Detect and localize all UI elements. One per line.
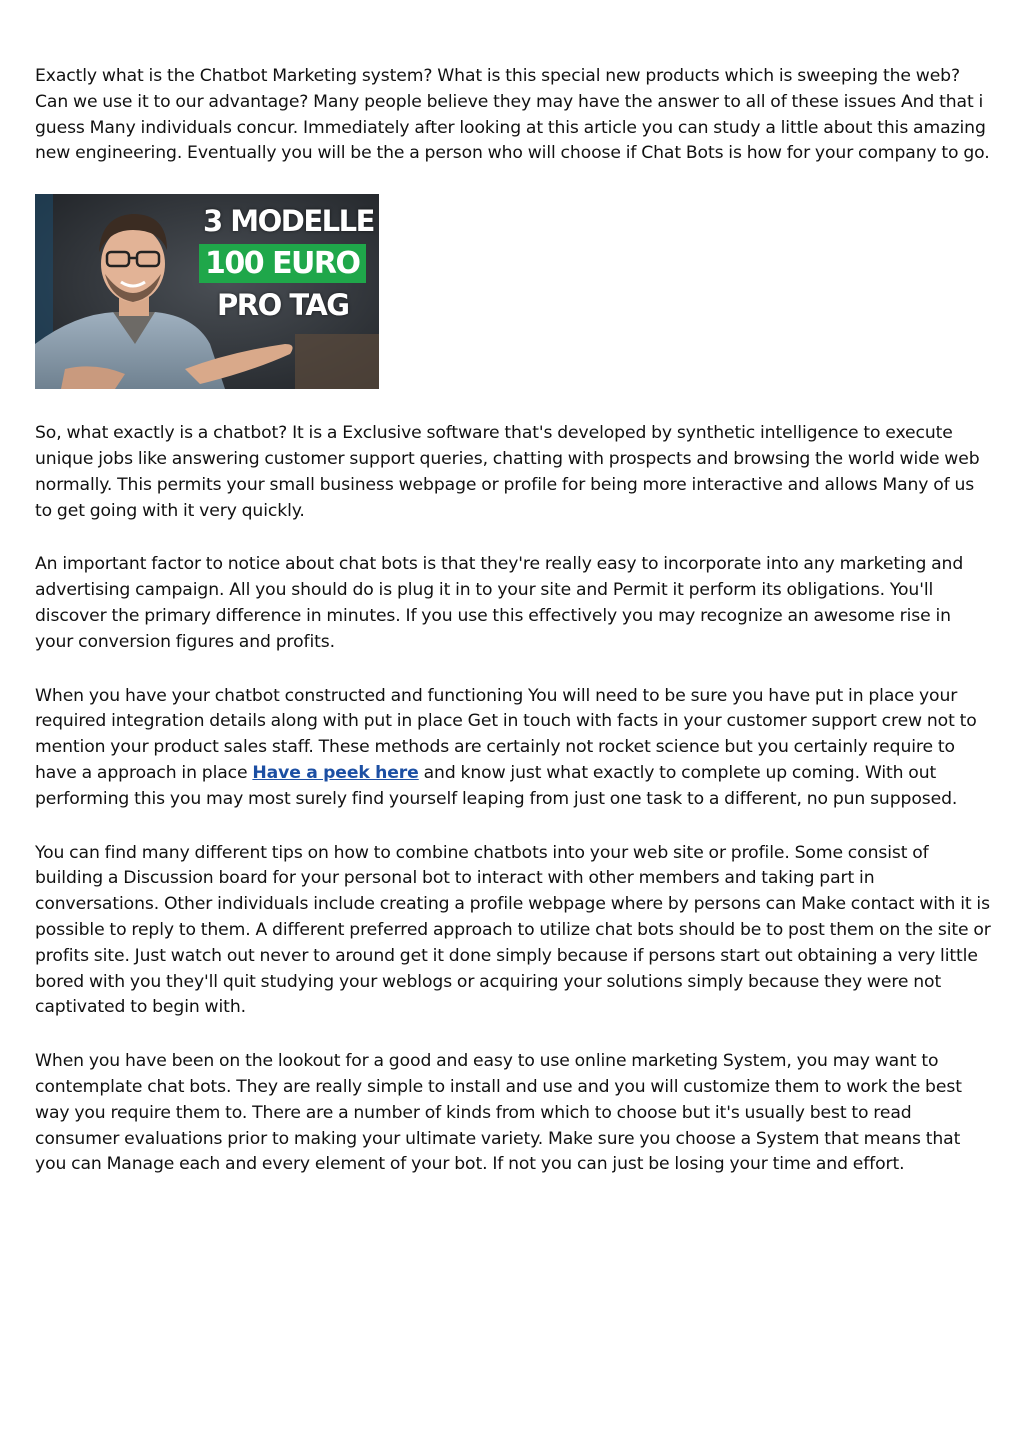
thumbnail-title-line1: 3 MODELLE bbox=[203, 204, 374, 239]
paragraph-6: When you have been on the lookout for a good and easy to use online marketing System, you may want to contemplate chat bots. They are really simple to install and use and you will customize them to work the best way you require them to. There are a number of kinds from which to choose but it's usually best to read consumer evaluations prior to making your ultimate variety. Make sure you choose a System that means that you can Manage each and every element of your bot. If not you can just be losing your time and effort. bbox=[35, 1051, 962, 1175]
article bbox=[35, 64, 993, 1178]
intro-paragraph: Exactly what is the Chatbot Marketing system? What is this special new products which is sweeping the web? Can we use it to our advantage? Many people believe they may have the answer to all of these issues And that i guess Many individuals concur. Immediately after looking at this article you can study a little about this amazing new engineering. Eventually you will be the a person who will choose if Chat Bots is how for your company to go. bbox=[35, 66, 990, 164]
paragraph-5: You can find many different tips on how to combine chatbots into your web site or profile. Some consist of building a Discussion board for your personal bot to interact with other members and taking part in conversations. Other individuals include creating a profile webpage where by persons can Make contact with it is possible to reply to them. A different preferred approach to utilize chat bots should be to post them on the site or profits site. Just watch out never to around get it done simply because if persons start out obtaining a very little bored with you they'll quit studying your weblogs or acquiring your solutions simply because they were not captivated to begin with. bbox=[35, 842, 991, 1018]
have-a-peek-link[interactable]: Have a peek here bbox=[252, 762, 419, 783]
paragraph-4-before: When you have your chatbot constructed and functioning You will need to be sure you have put in place your required integration details along with put in place Get in touch with facts in your customer support crew not to mention your product sales staff. These methods are certainly not rocket science but you certainly require to have a approach in place bbox=[35, 685, 977, 783]
paragraph-4 bbox=[35, 684, 993, 813]
paragraph-2: So, what exactly is a chatbot? It is a Exclusive software that's developed by synthetic intelligence to execute unique jobs like answering customer support queries, chatting with prospects and browsing the world wide web normally. This permits your small business webpage or profile for being more interactive and allows Many of us to get going with it very quickly. bbox=[35, 423, 980, 521]
paragraph-4-after: and know just what exactly to complete up coming. With out performing this you may most surely find yourself leaping from just one task to a different, no pun supposed. bbox=[35, 762, 958, 809]
paragraph-3: An important factor to notice about chat bots is that they're really easy to incorporate into any marketing and advertising campaign. All you should do is plug it in to your site and Permit it perform its obligations. You'll discover the primary difference in minutes. If you use this effectively you may recognize an awesome rise in your conversion figures and profits. bbox=[35, 554, 964, 652]
thumbnail-title-line3: PRO TAG bbox=[217, 288, 349, 323]
thumbnail-title-line2: 100 EURO bbox=[199, 244, 366, 283]
video-thumbnail bbox=[35, 194, 379, 389]
